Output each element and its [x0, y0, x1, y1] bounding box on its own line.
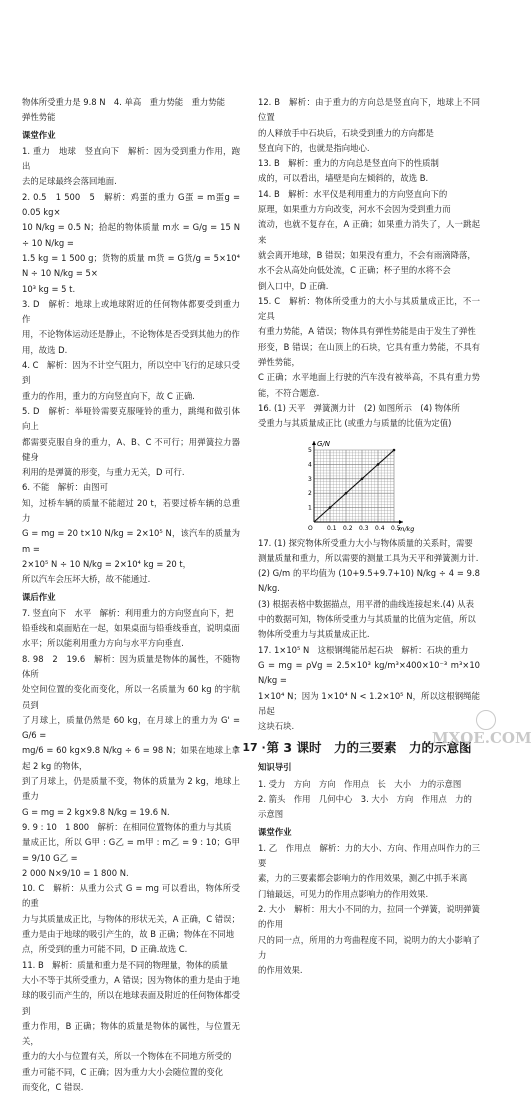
text-line: G = mg = 20 t×10 N/kg = 2×10⁵ N，该汽车的质量为 m =: [22, 528, 240, 554]
text-line: 重力的大小与位置有关，所以一个物体在不同地方所受的: [22, 1051, 232, 1062]
data-point: [393, 448, 396, 451]
text-line: G = mg = ρVg = 2.5×10³ kg/m³×400×10⁻³ m³×10 N/kg =: [258, 659, 480, 686]
data-point: [329, 506, 332, 509]
text-line: 尺的同一点，所用的力弯曲程度不同，说明力的大小影响了力: [258, 934, 480, 960]
text-line: 球的吸引而产生的，所以在地球表面及附近的任何物体都受到: [22, 990, 240, 1016]
text-line: 有重力势能，A 错误；物体具有弹性势能是由于发生了弹性: [258, 326, 476, 337]
text-line: 所以汽车会压坏大桥，故不能通过.: [22, 574, 151, 585]
text-line: 5. D 解析：举哑铃需要克服哑铃的重力，跳绳和做引体向上: [22, 405, 240, 432]
x-axis-arrow-icon: [399, 520, 403, 524]
section-heading: 知识导引: [258, 762, 292, 773]
text-line: 重力可能不同，C 正确；因为重力大小会随位置的变化: [22, 1066, 224, 1077]
text-line: 2. 大小 解析：用大小不同的力，拉同一个弹簧，说明弹簧的作用: [258, 904, 480, 930]
text-line: 6. 不能 解析：由图可: [22, 482, 109, 493]
text-line: 门轴最远，可见力的作用点影响力的作用效果.: [258, 888, 429, 899]
section-heading: 课堂作业: [22, 129, 56, 140]
text-line: (2) G/m 的平均值为 (10+9.5+9.7+10) N/kg ÷ 4 = 9.8 N/kg.: [258, 568, 480, 594]
text-line: mg/6 = 60 kg×9.8 N/kg ÷ 6 = 98 N；如果在地球上拿起 2 kg 的物体，: [22, 745, 240, 771]
text-line: 素，力的三要素都会影响力的作用效果，测乙中抓手米离: [258, 873, 468, 884]
page-number: · 17 ·: [234, 741, 266, 754]
text-line: 就会离开地球，B 错误；如果没有重力，不会有雨滴降落，: [258, 249, 476, 260]
text-line: 1. 重力 地球 竖直向下 解析：因为受到重力作用，跑出: [22, 145, 240, 172]
text-line: 物体所受重力是 9.8 N 4. 单高 重力势能 重力势能: [22, 97, 226, 107]
text-line: 1. 乙 作用点 解析：力的大小、方向、作用点叫作力的三要: [258, 842, 480, 869]
text-line: G = mg = 2 kg×9.8 N/kg = 19.6 N.: [22, 806, 170, 817]
text-line: 17. (1) 探究物体所受重力大小与物体质量的关系时，需要: [258, 537, 473, 548]
text-line: 3. D 解析：地球上或地球附近的任何物体都要受到重力作: [22, 298, 240, 325]
text-line: 测量质量和重力，所以需要的测量工具为天平和弹簧测力计.: [258, 552, 479, 563]
text-line: 15. C 解析：物体所受重力的大小与其质量成正比，不一定具: [258, 295, 480, 322]
text-line: 12. B 解析：由于重力的方向总是竖直向下，地球上不同位置: [258, 97, 480, 123]
text-line: 弹性势能: [22, 112, 56, 123]
y-tick-label: 4: [308, 460, 312, 468]
text-line: 物体所受重力与其质量成正比.: [258, 629, 370, 640]
data-line: [314, 450, 394, 522]
y-tick-label: 2: [308, 489, 312, 497]
text-line: 水不会从高处向低处流，C 正确；杯子里的水将不会: [258, 265, 451, 276]
x-axis-label: m/kg: [398, 524, 415, 533]
y-tick-label: 5: [308, 446, 312, 454]
y-tick-label: 1: [308, 504, 312, 512]
text-line: 竖直向下的，也就是指向地心.: [258, 142, 370, 153]
section-heading: 课后作业: [22, 591, 56, 602]
right-top-text: [258, 95, 480, 432]
text-line: 示意图: [258, 809, 284, 820]
text-line: 利用的是弹簧的形变，与重力无关，D 可行.: [22, 467, 185, 478]
knowledge-guide: [258, 760, 480, 822]
x-tick-label: 0.2: [343, 524, 353, 532]
text-line: 2 000 N×9/10 = 1 800 N.: [22, 867, 129, 878]
section-heading: 课堂作业: [258, 826, 292, 837]
text-line: 2. 箭头 作用 几何中心 3. 大小 方向 作用点 力的: [258, 793, 472, 804]
text-line: 的人释放手中石块后，石块受到重力的方向都是: [258, 127, 434, 138]
text-line: 知，过桥车辆的质量不能超过 20 t，若要过桥车辆的总重力: [22, 497, 240, 524]
data-point: [377, 463, 380, 466]
text-line: 10 N/kg = 0.5 N；拾起的物体质量 m水 = G/g = 15 N ÷ 10 N/kg =: [22, 222, 240, 248]
text-line: 到了月球上，仍是质量不变，物体的质量为 2 kg，地球上重力: [22, 776, 240, 802]
text-line: 去的足球最终会落回地面.: [22, 176, 117, 187]
data-point: [361, 477, 364, 480]
text-line: 而变化，C 错误.: [22, 1082, 84, 1092]
text-line: 这块石块.: [258, 721, 295, 732]
text-line: 成的，可以看出，墙壁是向左倾斜的，故选 B.: [258, 173, 429, 184]
text-line: (3) 根据表格中数据描点，用平滑的曲线连接起来.(4) 从表: [258, 598, 474, 609]
y-tick-label: 3: [308, 475, 312, 483]
text-line: 16. (1) 天平 弹簧测力计 (2) 如图所示 (4) 物体所: [258, 402, 460, 413]
watermark-logo-icon: [476, 710, 496, 730]
text-line: 点，所受到的重力可能不同，D 正确.故选 C.: [22, 944, 188, 955]
text-line: 铅垂线和桌面贴在一起，如果桌面与铅垂线垂直，说明桌面: [22, 623, 240, 634]
x-tick-label: 0.1: [327, 524, 337, 532]
text-line: 倒入口中，D 正确.: [258, 280, 329, 291]
x-tick-label: 0.5: [391, 524, 401, 532]
y-axis-label: G/N: [317, 439, 331, 448]
watermark: MXQE.COM: [432, 729, 532, 747]
text-line: 8. 98 2 19.6 解析：因为质量是物体的属性，不随物体所: [22, 653, 240, 679]
text-line: 9. 9 : 10 1 800 解析：在相同位置物体的重力与其质: [22, 821, 232, 832]
text-line: 重力是由于地球的吸引产生的，故 B 正确；物体在不同地: [22, 929, 235, 940]
y-axis-arrow-icon: [312, 441, 316, 445]
x-tick-label: O: [308, 524, 313, 532]
text-line: 14. B 解析：水平仪是利用重力的方向竖直向下的: [258, 188, 448, 199]
section-title: 第 3 课时 力的三要素 力的示意图: [266, 740, 472, 756]
right-bottom-text: [258, 536, 480, 735]
text-line: 形变，B 错误；在山顶上的石块，它具有重力势能，不具有弹性势能，: [258, 341, 480, 368]
text-line: 原理，如果重力方向改变，河水不会因为受到重力而: [258, 204, 451, 215]
text-line: 处空间位置的变化而变化，所以一名质量为 60 kg 的宇航员到: [22, 684, 240, 710]
text-line: 都需要克服自身的重力，A、B、C 不可行；用弹簧拉力器健身: [22, 436, 240, 462]
text-line: 用，故选 D.: [22, 344, 68, 355]
text-line: 13. B 解析：重力的方向总是竖直向下的性质制: [258, 158, 439, 169]
x-tick-label: 0.4: [375, 524, 385, 532]
x-tick-label: 0.3: [359, 524, 369, 532]
text-line: 中的数据可知，物体所受重力与其质量的比值为定值，所以: [258, 614, 476, 625]
text-line: 2×10⁵ N ÷ 10 N/kg = 2×10⁴ kg = 20 t，: [22, 558, 192, 569]
text-line: 的作用效果.: [258, 965, 303, 976]
text-line: C 正确；水平地面上行驶的汽车没有被举高，不具有重力势能，不符合题意.: [258, 372, 480, 398]
text-line: 10. C 解析：从重力公式 G = mg 可以看出，物体所受的重: [22, 883, 240, 909]
g-m-graph: [298, 434, 415, 534]
text-line: 水平；所以能利用重力方向与水平方向垂直.: [22, 638, 184, 649]
right-column: [258, 95, 480, 979]
text-line: 1.5 kg = 1 500 g；货物的质量 m货 = G货/g = 5×10⁴ N ÷ 10 N/kg = 5×: [22, 252, 240, 279]
left-column: [22, 95, 240, 1095]
text-line: 1. 受力 方向 方向 作用点 长 大小 力的示意图: [258, 778, 462, 789]
text-line: 重力作用，B 正确；物体的质量是物体的属性，与位置无关，: [22, 1020, 240, 1047]
text-line: 2. 0.5 1 500 5 解析：鸡蛋的重力 G蛋 = m蛋g = 0.05 kg×: [22, 191, 240, 218]
text-line: 大小不等于其所受重力，A 错误；因为物体的重力是由于地: [22, 974, 240, 985]
text-line: 11. B 解析：质量和重力是不同的物理量，物体的质量: [22, 959, 228, 970]
text-line: 重力的作用，重力的方向竖直向下，故 C 正确.: [22, 390, 195, 401]
data-point: [345, 491, 348, 494]
text-line: 4. C 解析：因为不计空气阻力，所以空中飞行的足球只受到: [22, 360, 240, 386]
text-line: 了月球上，质量仍然是 60 kg，在月球上的重力为 G' = G/6 =: [22, 714, 240, 741]
class-homework: [258, 825, 480, 979]
text-line: 1×10⁴ N；因为 1×10⁴ N < 1.2×10⁵ N，所以这根钢绳能吊起: [258, 690, 480, 716]
text-line: 流动，也就不复存在，A 正确；如果重力消失了，人一跳起来: [258, 219, 480, 245]
text-line: 用，不论物体运动还是静止，不论物体是否受到其他力的作: [22, 329, 240, 340]
text-line: 量成正比，所以 G甲 : G乙 = m甲 : m乙 = 9 : 10；G甲 = 9/10 G乙 =: [22, 837, 240, 863]
text-line: 10³ kg = 5 t.: [22, 283, 76, 294]
text-line: 受重力与其质量成正比 (或重力与质量的比值为定值): [258, 418, 452, 429]
text-line: 力与其质量成正比，与物体的形状无关，A 正确，C 错误；: [22, 913, 240, 924]
text-line: 17. 1×10⁵ N 这根钢绳能吊起石块 解析：石块的重力: [258, 644, 469, 655]
text-line: 7. 竖直向下 水平 解析：利用重力的方向竖直向下，把: [22, 607, 234, 618]
